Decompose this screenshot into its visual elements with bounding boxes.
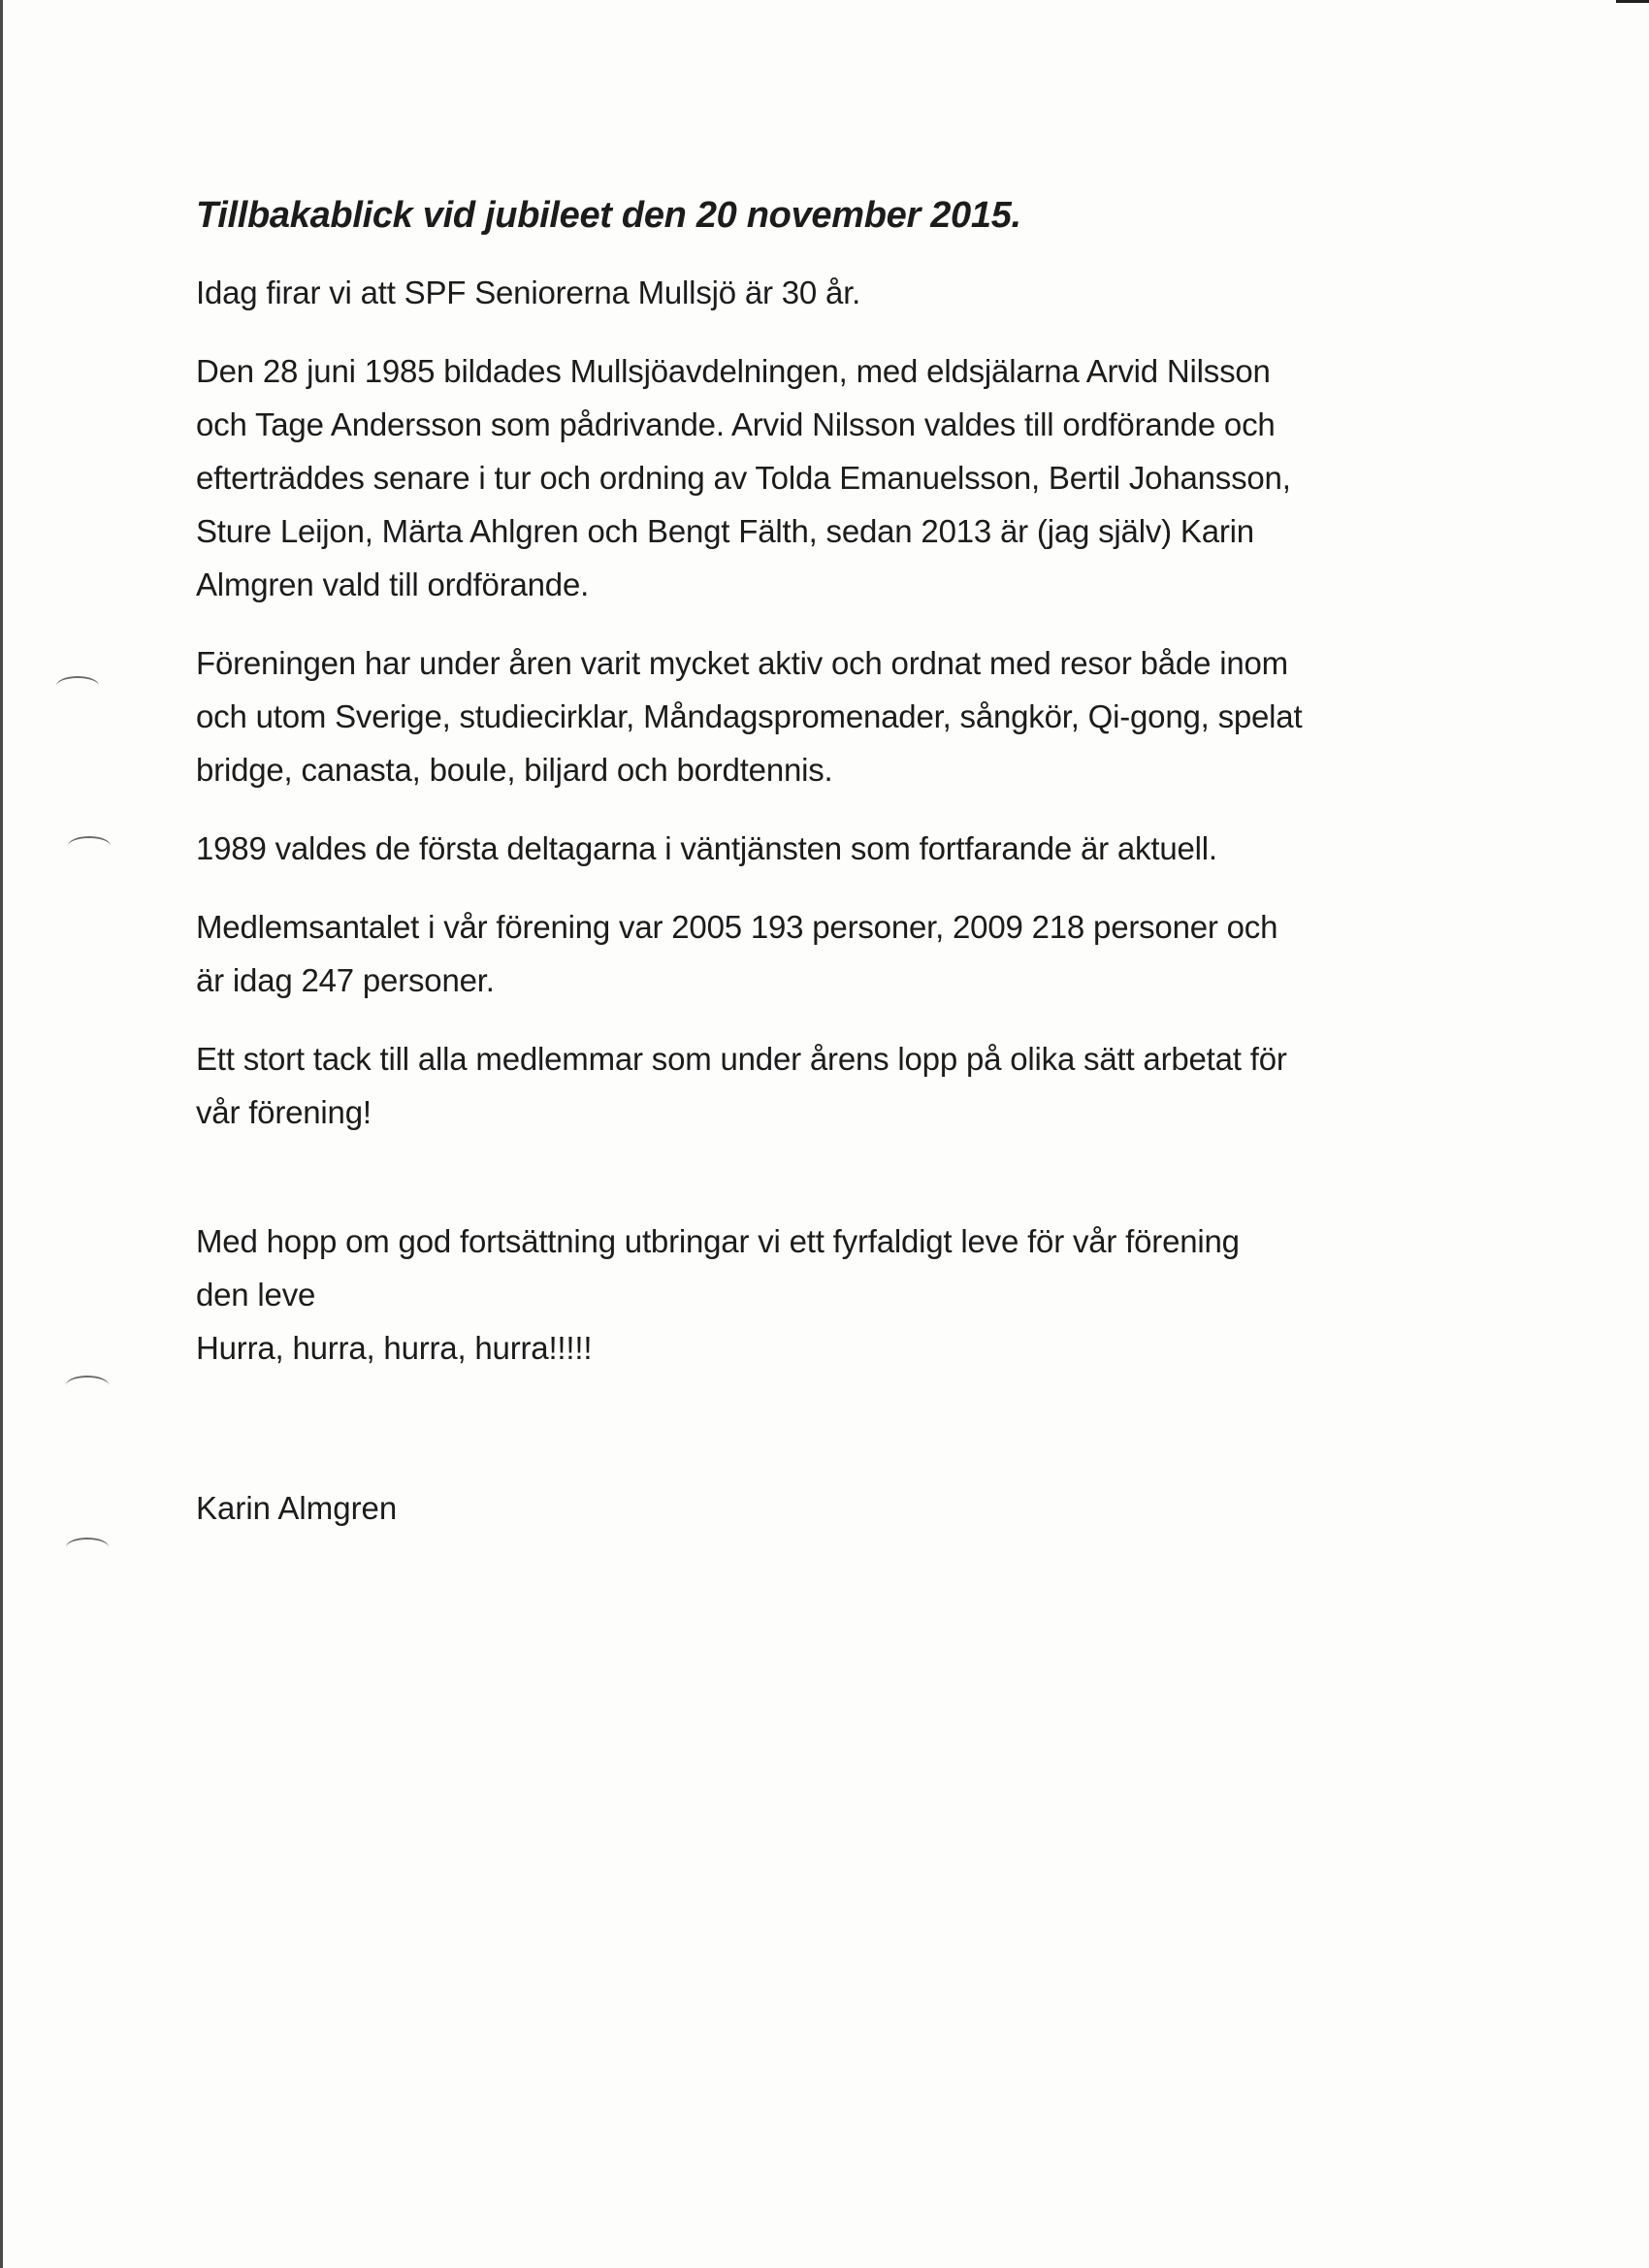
text-line: efterträddes senare i tur och ordning av Tolda Emanuelsson, Bertil Johansson, — [196, 460, 1291, 496]
text-line: och utom Sverige, studiecirklar, Måndagspromenader, sångkör, Qi-gong, spelat — [196, 698, 1303, 734]
scan-edge-left — [0, 0, 3, 2268]
text-line: Föreningen har under åren varit mycket aktiv och ordnat med resor både inom — [196, 645, 1288, 681]
text-line: 1989 valdes de första deltagarna i väntjänsten som fortfarande är aktuell. — [196, 830, 1217, 866]
text-line: Hurra, hurra, hurra, hurra!!!!! — [196, 1330, 593, 1366]
paragraph-members — [196, 900, 1457, 1007]
text-line: vår förening! — [196, 1094, 372, 1130]
text-line: bridge, canasta, boule, biljard och bordtennis. — [196, 752, 833, 788]
text-line: och Tage Andersson som pådrivande. Arvid Nilsson valdes till ordförande och — [196, 406, 1276, 442]
document-title: Tillbakablick vid jubileet den 20 november 2015. — [196, 195, 1021, 236]
text-line: är idag 247 personer. — [196, 962, 495, 998]
text-line: Sture Leijon, Märta Ahlgren och Bengt Fälth, sedan 2013 är (jag själv) Karin — [196, 513, 1254, 549]
punch-hole-mark-3 — [66, 1376, 109, 1395]
text-line: Almgren vald till ordförande. — [196, 567, 590, 602]
paragraph-thanks — [196, 1032, 1457, 1139]
punch-hole-mark-4 — [66, 1538, 109, 1557]
text-line: Med hopp om god fortsättning utbringar vi ett fyrfaldigt leve för vår förening — [196, 1223, 1240, 1259]
punch-hole-mark-1 — [56, 676, 99, 696]
paragraph-intro — [196, 266, 1457, 319]
text-line: Idag firar vi att SPF Seniorerna Mullsjö är 30 år. — [196, 275, 861, 310]
punch-hole-mark-2 — [68, 836, 111, 856]
text-line: den leve — [196, 1277, 316, 1312]
paragraph-vantjanst — [196, 822, 1457, 875]
paragraph-history — [196, 344, 1457, 611]
text-line: Ett stort tack till alla medlemmar som under årens lopp på olika sätt arbetat för — [196, 1041, 1287, 1077]
paragraph-cheer — [196, 1215, 1457, 1375]
text-line: Den 28 juni 1985 bildades Mullsjöavdelningen, med eldsjälarna Arvid Nilsson — [196, 353, 1271, 389]
paragraph-activities — [196, 636, 1457, 796]
text-line: Medlemsantalet i vår förening var 2005 193 personer, 2009 218 personer och — [196, 909, 1278, 945]
signature: Karin Almgren — [196, 1490, 398, 1526]
letter-body — [196, 190, 1457, 1535]
scan-edge-top-right — [1616, 0, 1649, 3]
